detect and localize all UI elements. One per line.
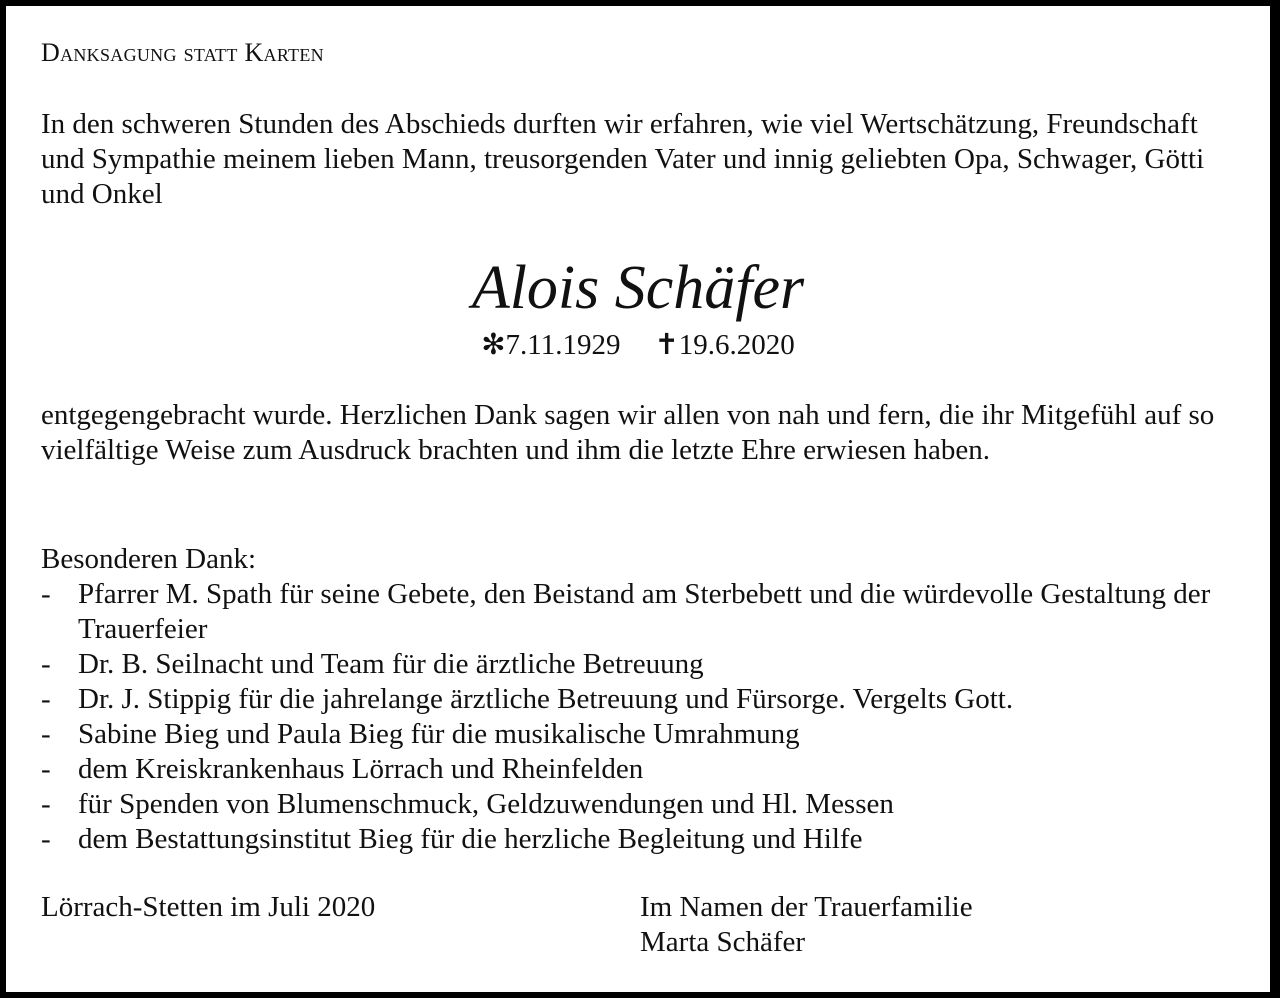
heading: Danksagung statt Karten: [41, 38, 324, 67]
special-thanks-list: [41, 577, 1241, 857]
dash-bullet: -: [41, 648, 51, 680]
place-date: Lörrach-Stetten im Juli 2020: [41, 891, 376, 923]
list-item: [41, 822, 1241, 857]
list-item: [41, 577, 1241, 647]
list-item-text: Dr. J. Stippig für die jahrelange ärztliche Betreuung und Fürsorge. Vergelts Gott.: [78, 683, 1014, 715]
list-item: [41, 752, 1241, 787]
sign-line: Im Namen der Trauerfamilie: [640, 891, 973, 923]
dash-bullet: -: [41, 718, 51, 750]
list-item-text: Dr. B. Seilnacht und Team für die ärztliche Betreuung: [78, 648, 704, 680]
list-item-text: dem Kreiskrankenhaus Lörrach und Rheinfelden: [78, 753, 644, 785]
dash-bullet: -: [41, 788, 51, 820]
death-date: ✝19.6.2020: [654, 329, 795, 361]
list-item: [41, 717, 1241, 752]
thanks-text: entgegengebracht wurde. Herzlichen Dank sagen wir allen von nah und fern, die ihr Mitgefühl auf so vielfältige Weise zum Ausdruck brachten und ihm die letzte Ehre erwiesen haben.: [41, 399, 1215, 466]
list-item-text: dem Bestattungsinstitut Bieg für die herzliche Begleitung und Hilfe: [78, 823, 863, 855]
list-item: [41, 682, 1241, 717]
life-dates: [6, 328, 1270, 362]
list-item-text: für Spenden von Blumenschmuck, Geldzuwendungen und Hl. Messen: [78, 788, 894, 820]
special-thanks-label: Besonderen Dank:: [41, 543, 257, 575]
deceased-name: Alois Schäfer: [471, 254, 805, 322]
list-item: [41, 647, 1241, 682]
birth-date: ✻7.11.1929: [481, 329, 621, 361]
signature-block: [640, 890, 973, 960]
intro-text: In den schweren Stunden des Abschieds durften wir erfahren, wie viel Wertschätzung, Freundschaft und Sympathie meinem lieben Mann, treusorgenden Vater und innig geliebten Opa, Schwager, Götti und Onkel: [41, 108, 1205, 210]
signer-name: Marta Schäfer: [640, 926, 806, 958]
list-item-text: Pfarrer M. Spath für seine Gebete, den Beistand am Sterbebett und die würdevolle Gestaltung der Trauerfeier: [78, 578, 1211, 645]
dash-bullet: -: [41, 753, 51, 785]
list-item-text: Sabine Bieg und Paula Bieg für die musikalische Umrahmung: [78, 718, 800, 750]
dash-bullet: -: [41, 823, 51, 855]
dash-bullet: -: [41, 683, 51, 715]
list-item: [41, 787, 1241, 822]
obituary-card: [6, 6, 1270, 992]
dash-bullet: -: [41, 578, 51, 610]
